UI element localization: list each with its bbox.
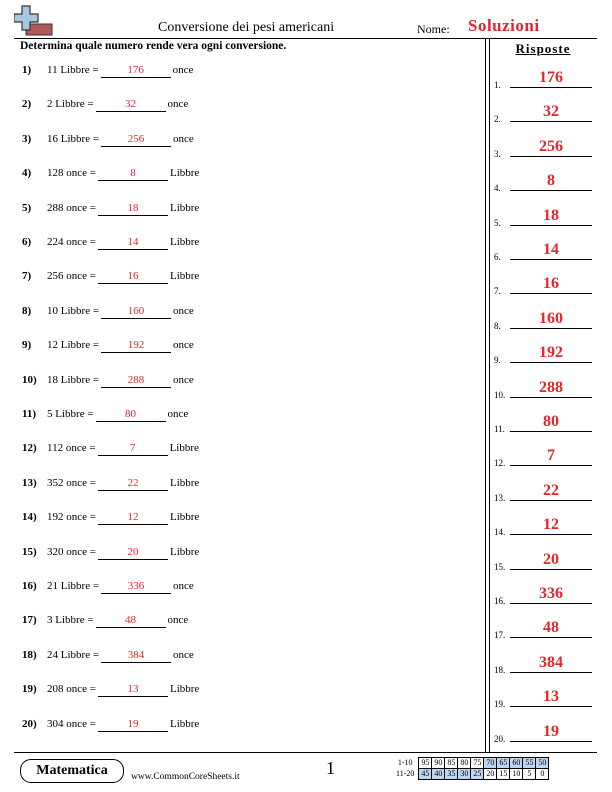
- answer-blank[interactable]: 192: [101, 339, 171, 353]
- score-cell: 45: [419, 769, 432, 780]
- problem-unit: Libbre: [169, 683, 200, 696]
- score-row-label: 1-10: [397, 758, 413, 767]
- problem-number: 8): [22, 304, 32, 317]
- answer-key-number: 18.: [494, 664, 506, 675]
- problem-number: 4): [22, 167, 32, 180]
- worksheet-title: Conversione dei pesi americani: [158, 20, 335, 35]
- header-rule: [14, 38, 597, 39]
- problem-prefix: 304 once =: [47, 717, 96, 730]
- problem-unit: once: [167, 98, 189, 111]
- problem-unit: once: [173, 304, 194, 317]
- problem-prefix: 256 once =: [47, 270, 96, 283]
- answer-key-number: 20.: [494, 733, 506, 744]
- problem-number: 2): [22, 98, 32, 111]
- score-row: [396, 758, 549, 769]
- answer-key-value: 192: [510, 344, 592, 363]
- answer-blank[interactable]: 19: [98, 718, 168, 732]
- problem-prefix: 3 Libbre =: [47, 614, 94, 627]
- answer-key-number: 13.: [494, 492, 506, 503]
- problem-unit: once: [173, 132, 194, 145]
- score-cell: 50: [536, 758, 549, 769]
- score-cell: 35: [445, 769, 458, 780]
- answer-key-number: 12.: [494, 458, 506, 469]
- problem-question: [47, 167, 199, 181]
- problem-unit: once: [172, 64, 194, 76]
- answer-key-value: 19: [510, 723, 592, 742]
- answer-blank[interactable]: 288: [101, 374, 171, 388]
- score-cell: 55: [523, 758, 536, 769]
- problem-unit: Libbre: [169, 201, 200, 214]
- problem-question: [47, 305, 194, 319]
- answer-key-number: 15.: [494, 561, 506, 572]
- problem-number: 5): [22, 201, 32, 214]
- problem-prefix: 128 once =: [47, 167, 96, 180]
- answer-blank[interactable]: 48: [96, 614, 166, 628]
- problem-number: 14): [22, 511, 37, 524]
- answer-key-number: 17.: [494, 630, 506, 641]
- answer-key-value: 256: [510, 138, 592, 157]
- problem-number: 7): [22, 270, 32, 283]
- answer-blank[interactable]: 176: [101, 64, 171, 78]
- score-cell: 80: [458, 758, 471, 769]
- problem-unit: once: [167, 614, 189, 627]
- score-cell: 85: [445, 758, 458, 769]
- problem-prefix: 11 Libbre =: [47, 64, 99, 76]
- name-label: Nome:: [417, 22, 450, 36]
- answer-key-number: 8.: [494, 320, 501, 331]
- problem-question: [47, 718, 199, 732]
- page-number: 1: [326, 758, 335, 778]
- problem-number: 3): [22, 132, 32, 145]
- problem-question: [47, 649, 194, 663]
- problem-question: [47, 477, 199, 491]
- answer-key-number: 9.: [494, 355, 501, 366]
- score-cell: 10: [510, 769, 523, 780]
- problem-prefix: 208 once =: [47, 683, 96, 696]
- problem-question: [47, 580, 194, 594]
- answer-blank[interactable]: 256: [101, 133, 171, 147]
- answer-blank[interactable]: 18: [98, 202, 168, 216]
- answer-key-number: 14.: [494, 527, 506, 538]
- answer-key-value: 288: [510, 379, 592, 398]
- problem-number: 13): [22, 476, 37, 489]
- problem-unit: Libbre: [169, 270, 200, 283]
- name-value: Soluzioni: [468, 16, 540, 35]
- answer-key-number: 5.: [494, 217, 501, 228]
- problem-number: 10): [22, 373, 37, 386]
- problem-unit: Libbre: [169, 442, 199, 455]
- answer-blank[interactable]: 20: [98, 546, 168, 560]
- problem-unit: Libbre: [169, 717, 200, 730]
- score-cell: 0: [536, 769, 549, 780]
- answer-blank[interactable]: 12: [98, 511, 168, 525]
- answer-key-value: 80: [510, 413, 592, 432]
- problem-prefix: 224 once =: [47, 236, 96, 248]
- score-cell: 20: [484, 769, 497, 780]
- answer-key-value: 48: [510, 619, 592, 638]
- score-row-label: 11-20: [396, 769, 415, 778]
- answer-key-value: 13: [510, 688, 592, 707]
- instructions: Determina quale numero rende vera ogni conversione.: [20, 40, 287, 52]
- answer-blank[interactable]: 160: [101, 305, 171, 319]
- problem-number: 6): [22, 236, 32, 248]
- footer-rule: [14, 752, 597, 753]
- problem-prefix: 24 Libbre =: [47, 648, 100, 661]
- problem-question: [47, 236, 199, 250]
- score-cell: 70: [484, 758, 497, 769]
- answer-key-number: 4.: [494, 183, 501, 194]
- answers-title: Risposte: [515, 41, 571, 56]
- problem-number: 19): [22, 683, 37, 696]
- answer-blank[interactable]: 80: [96, 408, 166, 422]
- answer-blank[interactable]: 16: [98, 270, 168, 284]
- problem-prefix: 16 Libbre =: [47, 132, 100, 145]
- problem-number: 20): [22, 717, 37, 730]
- score-cell: 5: [523, 769, 536, 780]
- score-cell: 40: [432, 769, 445, 780]
- answer-blank[interactable]: 8: [98, 167, 168, 181]
- answer-key-number: 7.: [494, 286, 501, 297]
- answer-key-number: 1.: [494, 80, 501, 90]
- answer-blank[interactable]: 22: [98, 477, 168, 491]
- problem-number: 17): [22, 614, 37, 627]
- answer-key-value: 176: [510, 69, 592, 88]
- answer-key-value: 18: [510, 207, 592, 226]
- problem-unit: once: [173, 373, 194, 386]
- problem-number: 11): [22, 408, 37, 420]
- score-cell: 65: [497, 758, 510, 769]
- problem-question: [47, 98, 188, 112]
- score-cell: 25: [471, 769, 484, 780]
- score-cell: 15: [497, 769, 510, 780]
- answer-key-value: 336: [510, 585, 592, 604]
- problem-question: [47, 546, 199, 560]
- problem-prefix: 21 Libbre =: [47, 580, 100, 592]
- problem-number: 9): [22, 339, 32, 352]
- problem-prefix: 288 once =: [47, 201, 96, 214]
- answer-key-value: 14: [510, 241, 592, 260]
- answer-key-number: 2.: [494, 114, 501, 125]
- answer-key-value: 12: [510, 516, 592, 535]
- problem-unit: once: [167, 408, 189, 420]
- score-row: [396, 769, 549, 780]
- problem-question: [47, 408, 188, 422]
- problem-number: 1): [22, 64, 32, 76]
- problem-prefix: 192 once =: [47, 511, 96, 524]
- problem-prefix: 18 Libbre =: [47, 373, 100, 386]
- problem-unit: Libbre: [169, 236, 200, 248]
- score-cell: 75: [471, 758, 484, 769]
- problem-unit: Libbre: [169, 545, 200, 558]
- answer-key-value: 160: [510, 310, 592, 329]
- answer-key-value: 32: [510, 103, 592, 122]
- answer-key-value: 20: [510, 551, 592, 570]
- problem-question: [47, 202, 199, 216]
- problem-question: [47, 683, 199, 697]
- score-cell: 95: [419, 758, 432, 769]
- problem-prefix: 5 Libbre =: [47, 408, 94, 420]
- problem-unit: once: [173, 339, 194, 352]
- answer-key-number: 3.: [494, 148, 501, 159]
- problem-unit: Libbre: [169, 167, 200, 180]
- problem-unit: once: [173, 648, 194, 661]
- problem-prefix: 320 once =: [47, 545, 96, 558]
- answer-blank[interactable]: 14: [98, 236, 168, 250]
- problem-number: 12): [22, 442, 37, 455]
- problem-question: [47, 339, 194, 353]
- logo-icon: [14, 4, 54, 38]
- problem-number: 18): [22, 648, 37, 661]
- answer-key-number: 19.: [494, 699, 506, 710]
- problem-number: 16): [22, 580, 37, 592]
- problem-prefix: 352 once =: [47, 476, 96, 489]
- answer-blank[interactable]: 7: [98, 442, 168, 456]
- score-table: [396, 757, 549, 780]
- problem-unit: Libbre: [169, 476, 200, 489]
- problem-number: 15): [22, 545, 37, 558]
- answer-key-value: 22: [510, 482, 592, 501]
- answer-key-number: 6.: [494, 252, 501, 262]
- website-link[interactable]: www.CommonCoreSheets.it: [131, 772, 240, 782]
- problem-question: [47, 374, 194, 388]
- problem-question: [47, 133, 194, 147]
- answer-blank[interactable]: 336: [101, 580, 171, 594]
- problem-unit: once: [173, 580, 194, 592]
- problem-prefix: 10 Libbre =: [47, 304, 100, 317]
- score-cell: 30: [458, 769, 471, 780]
- problem-prefix: 112 once =: [47, 442, 96, 455]
- answer-key-number: 11.: [494, 424, 505, 434]
- problem-question: [47, 511, 199, 525]
- subject-badge: Matematica: [20, 759, 124, 783]
- problem-question: [47, 614, 188, 628]
- score-cell: 90: [432, 758, 445, 769]
- score-cell: 60: [510, 758, 523, 769]
- answer-blank[interactable]: 384: [101, 649, 171, 663]
- answer-key-value: 16: [510, 275, 592, 294]
- answer-key-value: 8: [510, 172, 592, 191]
- problem-prefix: 2 Libbre =: [47, 98, 94, 111]
- answer-key-value: 384: [510, 654, 592, 673]
- answer-blank[interactable]: 13: [98, 683, 168, 697]
- problem-question: [47, 442, 199, 456]
- answer-key-value: 7: [510, 447, 592, 466]
- answer-key-number: 10.: [494, 389, 506, 400]
- answer-blank[interactable]: 32: [96, 98, 166, 112]
- problem-question: [47, 64, 193, 78]
- problem-prefix: 12 Libbre =: [47, 339, 100, 352]
- problem-question: [47, 270, 199, 284]
- answer-key-number: 16.: [494, 596, 506, 606]
- column-divider: [485, 38, 490, 752]
- problem-unit: Libbre: [169, 511, 200, 524]
